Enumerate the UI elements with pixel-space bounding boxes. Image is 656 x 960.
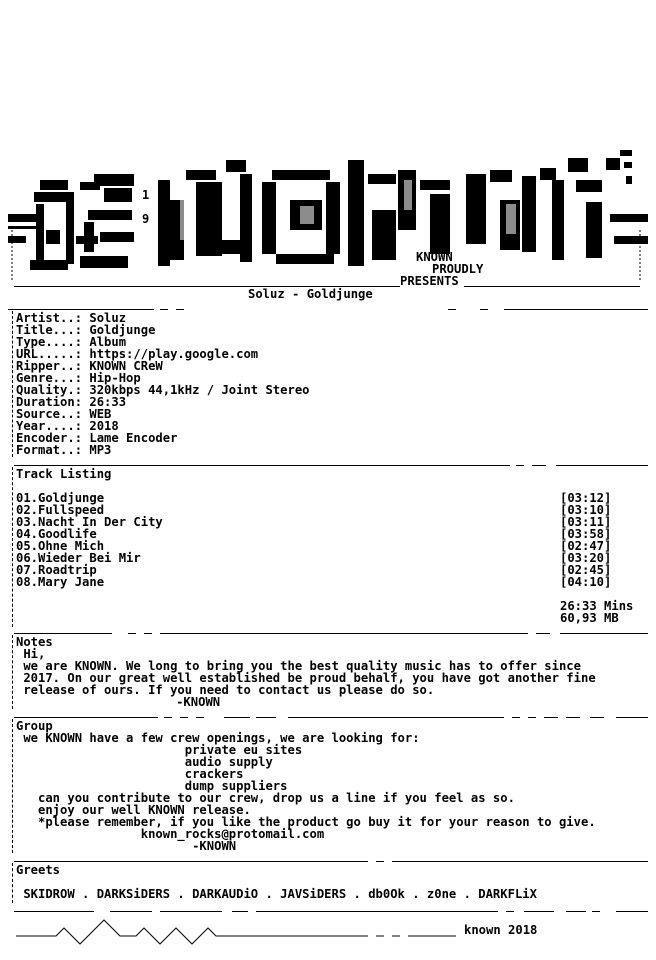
info-line: Duration: 26:33 [16,395,127,409]
track-time: [03:58] [560,527,612,541]
info-line: Format..: MP3 [16,443,112,457]
group-line: we KNOWN have a few crew openings, we are looking for: [16,731,420,745]
total-time: 26:33 Mins [560,599,634,613]
footer-text: known 2018 [464,923,538,937]
info-line: Title...: Goldjunge [16,323,156,337]
group-line: dump suppliers [16,779,288,793]
info-line: Year....: 2018 [16,419,119,433]
release-title: Soluz - Goldjunge [248,287,373,301]
track-title: 03.Nacht In Der City [16,515,163,529]
known-logo-art [0,140,656,280]
group-line: enjoy our well KNOWN release. [16,803,251,817]
greets-heading: Greets [16,863,61,877]
notes-line: we are KNOWN. We long to bring you the best quality music has to offer since [16,659,581,673]
track-time: [02:47] [560,539,612,553]
track-title: 05.Ohne Mich [16,539,105,553]
group-line: audio supply [16,755,273,769]
info-line: Source..: WEB [16,407,112,421]
track-title: 08.Mary Jane [16,575,105,589]
footer-wave-decoration [0,910,656,950]
total-size: 60,93 MB [560,611,619,625]
info-line: Artist..: Soluz [16,311,127,325]
group-line: *please remember, if you like the product go buy it for your reason to give. [16,815,596,829]
logo-year-digit-1: 1 [142,188,150,202]
info-line: Quality.: 320kbps 44,1kHz / Joint Stereo [16,383,310,397]
notes-signature: -KNOWN [0,695,221,709]
track-title: 01.Goldjunge [16,491,105,505]
track-time: [03:20] [560,551,612,565]
info-line: Encoder.: Lame Encoder [16,431,178,445]
group-line: crackers [16,767,244,781]
group-heading: Group [16,719,53,733]
info-line: Type....: Album [16,335,127,349]
group-line: private eu sites [16,743,303,757]
notes-heading: Notes [16,635,53,649]
track-time: [02:45] [560,563,612,577]
info-line: Genre...: Hip-Hop [16,371,141,385]
track-title: 07.Roadtrip [16,563,97,577]
presents-line-2: PROUDLY [432,262,484,276]
group-line: can you contribute to our crew, drop us a line if you feel as so. [16,791,515,805]
presents-line-3: PRESENTS [400,274,459,288]
track-time: [04:10] [560,575,612,589]
notes-line: Hi, [16,647,46,661]
tracklist-heading: Track Listing [16,467,112,481]
track-title: 06.Wieder Bei Mir [16,551,141,565]
info-line: URL.....: https://play.google.com [16,347,259,361]
group-email: known_rocks@protomail.com [16,827,325,841]
group-signature: -KNOWN [16,839,237,853]
presents-line-1: KNOWN [416,250,453,264]
track-time: [03:10] [560,503,612,517]
notes-line: 2017. On our great well established be proud behalf, you have got another fine [16,671,596,685]
track-title: 04.Goodlife [16,527,97,541]
track-title: 02.Fullspeed [16,503,105,517]
logo-year-digit-2: 9 [142,212,150,226]
greets-line: SKIDROW . DARKSiDERS . DARKAUDiO . JAVSiDERS . db0Ok . z0ne . DARKFLiX [16,887,537,901]
track-time: [03:12] [560,491,612,505]
track-time: [03:11] [560,515,612,529]
info-line: Ripper..: KNOWN CReW [16,359,163,373]
notes-line: release of ours. If you need to contact us please do so. [16,683,435,697]
